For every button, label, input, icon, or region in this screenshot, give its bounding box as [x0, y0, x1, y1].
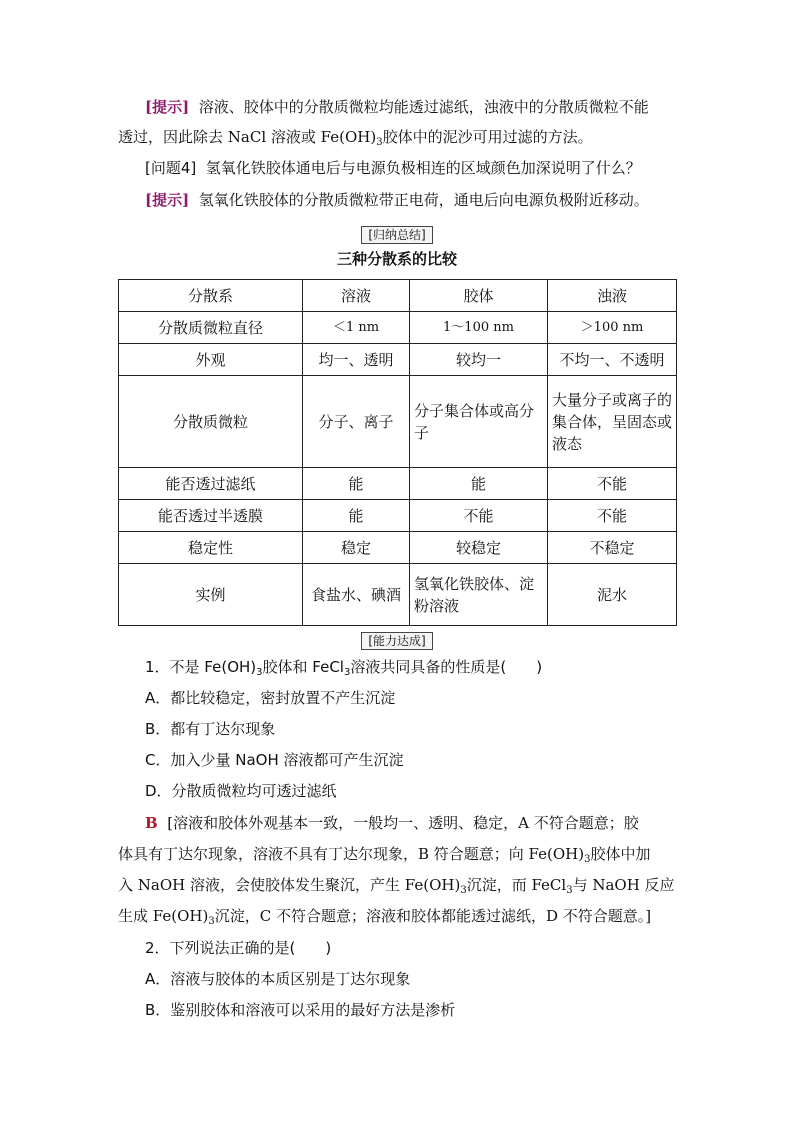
- table-cell: 能否透过半透膜: [119, 500, 303, 532]
- q1-option-d: D．分散质微粒均可透过滤纸: [145, 782, 337, 800]
- q1-option-b: B．都有丁达尔现象: [145, 720, 276, 738]
- table-cell: 较均一: [410, 344, 548, 376]
- table-header: 溶液: [303, 280, 410, 312]
- q2-stem: 2．下列说法正确的是( ): [145, 939, 332, 957]
- hint1-line1: [145, 96, 705, 118]
- table-cell: 稳定性: [119, 532, 303, 564]
- q4-label: [问题4]: [145, 159, 197, 177]
- q1-explanation-l3: 入 NaOH 溶液，会使胶体发生聚沉，产生 $Fe(OH)_3$沉淀，而 FeCl$_3$与 NaOH 反应: [118, 876, 675, 896]
- q4-text: 氢氧化铁胶体通电后与电源负极相连的区域颜色加深说明了什么？: [205, 159, 641, 177]
- comparison-table: [118, 279, 677, 626]
- table-cell: 较稳定: [410, 532, 548, 564]
- table-cell: 不能: [548, 468, 677, 500]
- hint2-line: [145, 189, 705, 211]
- table-cell: 不能: [410, 500, 548, 532]
- table-row: [119, 532, 677, 564]
- table-cell: 分子集合体或高分子: [410, 376, 548, 468]
- q1-stem: 1．不是 $Fe(OH)_3$胶体和 FeCl$_3$溶液共同具备的性质是( ): [145, 658, 543, 678]
- table-cell: 分散质微粒: [119, 376, 303, 468]
- hint1-text: 溶液、胶体中的分散质微粒均能透过滤纸，浊液中的分散质微粒不能: [198, 98, 649, 116]
- q2-option-b: B．鉴别胶体和溶液可以采用的最好方法是渗析: [145, 1001, 456, 1019]
- table-cell: 能: [303, 468, 410, 500]
- hint1-line2: 透过，因此除去 NaCl 溶液或 $Fe(OH)_3$胶体中的泥沙可用过滤的方法。: [118, 128, 593, 148]
- table-row: [119, 312, 677, 344]
- table-cell: 分子、离子: [303, 376, 410, 468]
- q2-option-a: A．溶液与胶体的本质区别是丁达尔现象: [145, 970, 411, 988]
- table-title: 三种分散系的比较: [336, 250, 457, 268]
- hint-label-2: [提示]: [145, 191, 190, 209]
- table-cell: 分散质微粒直径: [119, 312, 303, 344]
- table-cell: 能否透过滤纸: [119, 468, 303, 500]
- table-header: 胶体: [410, 280, 548, 312]
- table-cell: 不均一、不透明: [548, 344, 677, 376]
- ability-title: [能力达成]: [0, 631, 794, 650]
- table-header: 分散系: [119, 280, 303, 312]
- table-row: [119, 344, 677, 376]
- table-cell: 1～100 nm: [410, 312, 548, 344]
- q1-explanation-l4: 生成 $Fe(OH)_3$沉淀，C 不符合题意；溶液和胶体都能透过滤纸，D 不符合题意。]: [118, 907, 652, 927]
- table-header: 浊液: [548, 280, 677, 312]
- table-cell: ＞100 nm: [548, 312, 677, 344]
- summary-title: [归纳总结]: [0, 225, 794, 244]
- table-cell: 外观: [119, 344, 303, 376]
- hint-label: [提示]: [145, 98, 190, 116]
- table-row: [119, 564, 677, 626]
- table-cell: 能: [410, 468, 548, 500]
- table-row: [119, 376, 677, 468]
- table-cell: 氢氧化铁胶体、淀粉溶液: [410, 564, 548, 626]
- q1-explanation-l2: 体具有丁达尔现象，溶液不具有丁达尔现象，B 符合题意；向 $Fe(OH)_3$胶体中加: [118, 845, 651, 865]
- table-row: [119, 500, 677, 532]
- hint2-text: 氢氧化铁胶体的分散质微粒带正电荷，通电后向电源负极附近移动。: [198, 191, 649, 209]
- table-cell: 能: [303, 500, 410, 532]
- table-cell: 均一、透明: [303, 344, 410, 376]
- table-cell: 不稳定: [548, 532, 677, 564]
- q1-option-c: C．加入少量 NaOH 溶液都可产生沉淀: [145, 751, 404, 769]
- table-cell: 实例: [119, 564, 303, 626]
- table-cell: 食盐水、碘酒: [303, 564, 410, 626]
- q1-option-a: A．都比较稳定，密封放置不产生沉淀: [145, 689, 396, 707]
- table-cell: 大量分子或离子的集合体，呈固态或液态: [548, 376, 677, 468]
- q1-answer: B: [145, 814, 158, 832]
- table-cell: 稳定: [303, 532, 410, 564]
- table-row: [119, 468, 677, 500]
- question-4: [145, 157, 705, 179]
- table-cell: 不能: [548, 500, 677, 532]
- table-header-row: [119, 280, 677, 312]
- table-cell: 泥水: [548, 564, 677, 626]
- table-cell: ＜1 nm: [303, 312, 410, 344]
- q1-explanation-l1: B [溶液和胶体外观基本一致，一般均一、透明、稳定，A 不符合题意；胶: [145, 814, 639, 832]
